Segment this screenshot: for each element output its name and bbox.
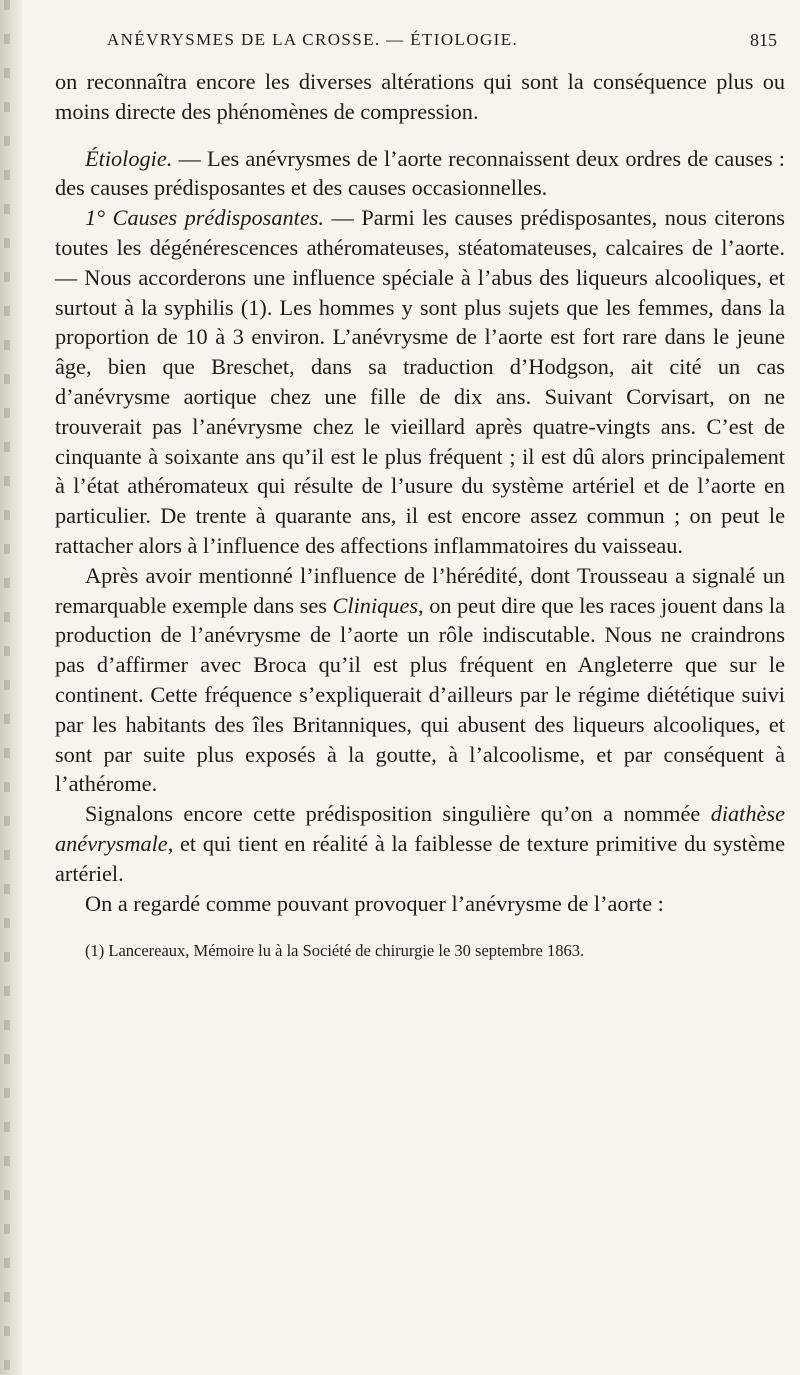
- paragraph-text: On a regardé comme pouvant provoquer l’anévrysme de l’aorte :: [85, 890, 664, 916]
- paragraph-text: — Parmi les causes prédisposantes, nous citerons toutes les dégénérescences athéromateuses, stéatomateuses, calcaires de l’aorte. — Nous accorderons une influence spéciale à l’abus des liqueurs alcooliques, et surtout à la syphilis (1). Les hommes y sont plus sujets que les femmes, dans la proportion de 10 à 3 environ. L’anévrysme de l’aorte est fort rare dans le jeune âge, bien que Breschet, dans sa traduction d’Hodgson, ait cité un cas d’anévrysme aortique chez une fille de dix ans. Suivant Corvisart, on ne trouverait pas l’anévrysme chez le vieillard après quatre-vingts ans. C’est de cinquante à soixante ans qu’il est le plus fréquent ; il est dû alors principalement à l’état athéromateux qui résulte de l’usure du système artériel et de l’aorte en particulier. De trente à quarante ans, il est encore assez commun ; on peut le rattacher alors à l’influence des affections inflammatoires du vaisseau.: [55, 205, 785, 558]
- italic-term-cliniques: Cliniques: [332, 592, 419, 618]
- book-page: [55, 30, 785, 962]
- paragraph-etiologie: [55, 144, 785, 204]
- page-number: 815: [750, 30, 777, 50]
- paragraph-text: — Les anévrysmes de l’aorte reconnaissent deux ordres de causes : des causes prédisposantes et des causes occasionnelles.: [55, 145, 785, 201]
- paragraph-continuation: [55, 67, 785, 127]
- section-heading-causes: 1° Causes prédisposantes.: [85, 205, 324, 231]
- italic-term-diathese: diathèse anévrysmale: [55, 801, 785, 856]
- paragraph-text: , on peut dire que les races jouent dans la production de l’anévrysme de l’aorte un rôle indiscutable. Nous ne craindrons pas d’affirmer avec Broca qu’il est plus fréquent en Angleterre que sur le continent. Cette fréquence s’expliquerait d’ailleurs par le régime diététique suivi par les habitants des îles Britanniques, qui abusent des liqueurs alcooliques, et sont par suite plus exposés à la goutte, à l’alcoolisme, et par conséquent à l’athérome.: [55, 592, 785, 797]
- footnote: (1) Lancereaux, Mémoire lu à la Société de chirurgie le 30 septembre 1863.: [85, 941, 585, 961]
- paragraph-text: Après avoir mentionné l’influence de l’hérédité, dont Trousseau a signalé un remarquable exemple dans ses: [55, 562, 785, 618]
- section-heading-etiologie: Étiologie.: [85, 145, 173, 171]
- paragraph-diathese: [55, 799, 785, 888]
- paragraph-heredite: [55, 561, 785, 799]
- paragraph-text: , et qui tient en réalité à la faiblesse de texture primitive du système artériel.: [55, 830, 785, 886]
- paragraph-text: on reconnaîtra encore les diverses altérations qui sont la conséquence plus ou moins directe des phénomènes de compression.: [55, 69, 785, 124]
- gutter-shadow: [4, 0, 10, 1375]
- running-head: [55, 30, 785, 60]
- paragraph-text: Signalons encore cette prédisposition singulière qu’on a nommée: [85, 801, 711, 827]
- body-text: [55, 67, 785, 918]
- running-title: ANÉVRYSMES DE LA CROSSE. — ÉTIOLOGIE.: [107, 30, 519, 49]
- book-gutter: [0, 0, 22, 1375]
- paragraph-causes-predisposantes: [55, 203, 785, 561]
- paragraph-causes-provoquantes: [55, 889, 785, 919]
